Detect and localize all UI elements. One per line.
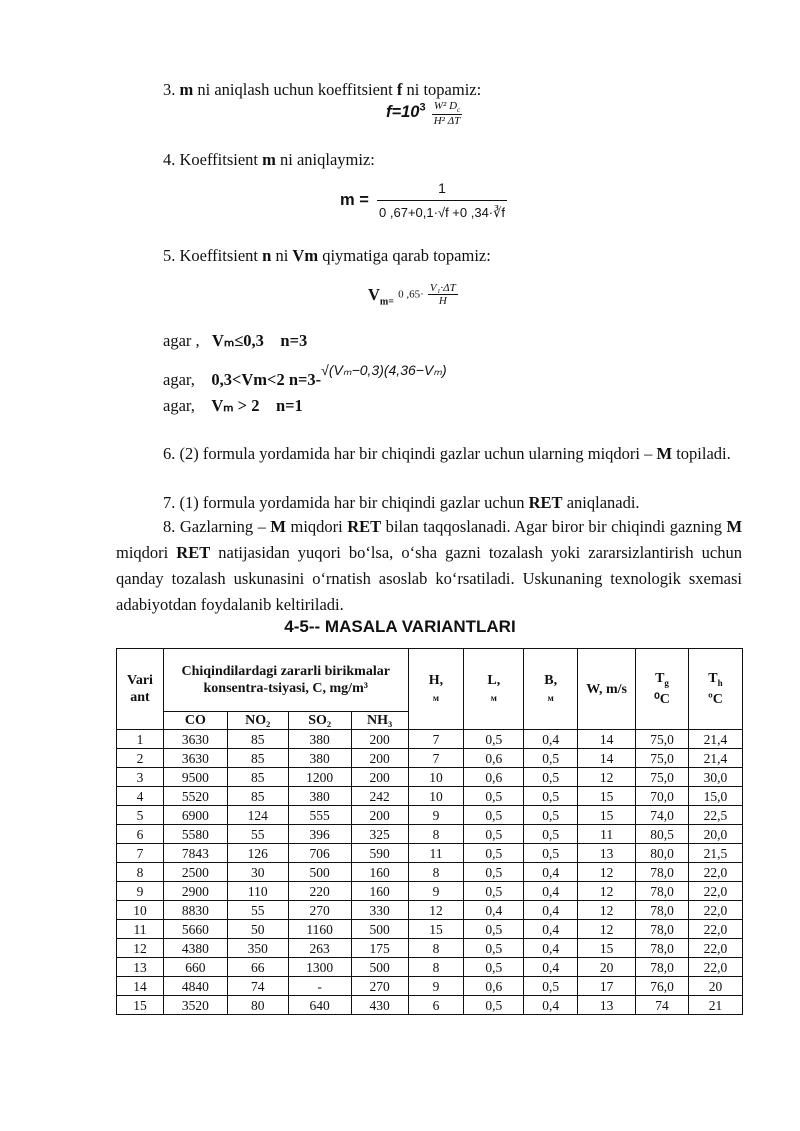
table-cell: 2 (117, 749, 164, 768)
table-cell: 12 (578, 768, 636, 787)
table-cell: 200 (351, 768, 408, 787)
table-cell: 396 (288, 825, 351, 844)
table-cell: 9 (408, 806, 464, 825)
table-cell: 7 (117, 844, 164, 863)
table-cell: 500 (351, 920, 408, 939)
table-row (117, 996, 743, 1015)
header-variant: Vari ant (117, 649, 164, 730)
table-cell: 8 (408, 958, 464, 977)
table-cell: 80 (227, 996, 288, 1015)
table-cell: 70,0 (636, 787, 689, 806)
condition-3: agar, Vₘ > 2 n=1 (163, 396, 303, 415)
table-cell: 160 (351, 882, 408, 901)
table-cell: 640 (288, 996, 351, 1015)
table-cell: 11 (117, 920, 164, 939)
table-cell: 0,4 (524, 939, 578, 958)
header-tg: $T_g$ ⁰C (636, 649, 689, 730)
table-cell: 0,4 (524, 901, 578, 920)
table-cell: 78,0 (636, 901, 689, 920)
table-cell: 30 (227, 863, 288, 882)
table-cell: 4840 (163, 977, 227, 996)
table-cell: 78,0 (636, 882, 689, 901)
table-cell: 7 (408, 749, 464, 768)
table-cell: 7 (408, 730, 464, 749)
table-cell: 78,0 (636, 920, 689, 939)
table-row (117, 730, 743, 749)
formula-m: m = $\frac{1}{0 ,67+0,1\cdot√f +0 ,34\cdot∛f}$ (340, 180, 506, 220)
table-cell: 9 (117, 882, 164, 901)
table-cell: 5580 (163, 825, 227, 844)
table-cell: 21,4 (688, 730, 742, 749)
table-cell: 15 (578, 939, 636, 958)
table-row (117, 901, 743, 920)
table-cell: 17 (578, 977, 636, 996)
header-h: H, м (408, 649, 464, 730)
table-cell: 9500 (163, 768, 227, 787)
table-row (117, 844, 743, 863)
table-row (117, 787, 743, 806)
table-cell: 2500 (163, 863, 227, 882)
table-cell: 75,0 (636, 768, 689, 787)
table-cell: 706 (288, 844, 351, 863)
table-row (117, 939, 743, 958)
table-cell: 85 (227, 768, 288, 787)
paragraph-6: 6. (2) formula yordamida har bir chiqindi gazlar uchun ularning miqdori – M topiladi. (163, 444, 731, 463)
table-cell: 78,0 (636, 958, 689, 977)
table-cell: 10 (408, 768, 464, 787)
table-cell: 1160 (288, 920, 351, 939)
table-cell: 263 (288, 939, 351, 958)
table-cell: 0,5 (464, 844, 524, 863)
table-title: 4-5-- MASALA VARIANTLARI (284, 617, 516, 636)
table-cell: 78,0 (636, 939, 689, 958)
table-cell: 0,5 (464, 825, 524, 844)
table-cell: 55 (227, 901, 288, 920)
table-cell: 20 (688, 977, 742, 996)
table-cell: 270 (288, 901, 351, 920)
table-cell: 3 (117, 768, 164, 787)
paragraph-8: 8. Gazlarning – M miqdori RET bilan taqqoslanadi. Agar biror bir chiqindi gazning M miqdori RET natijasidan yuqori bo‘lsa, o‘sha gazni tozalash yoki zararsizlantirish uchun qanday tozalash uskunasini o‘rnatish asoslab ko‘rsatiladi. Uskunaning texnologik sxemasi adabiyotdan foydalanib keltiriladi. (116, 517, 743, 614)
header-so2: SO₂ (288, 712, 351, 730)
table-cell: 6 (408, 996, 464, 1015)
table-cell: 0,4 (524, 958, 578, 977)
table-cell: 15 (578, 806, 636, 825)
table-cell: 5520 (163, 787, 227, 806)
table-cell: 0,5 (464, 920, 524, 939)
table-cell: 13 (578, 844, 636, 863)
table-cell: - (288, 977, 351, 996)
table-row (117, 806, 743, 825)
table-cell: 200 (351, 806, 408, 825)
table-cell: 0,5 (524, 977, 578, 996)
table-cell: 74 (227, 977, 288, 996)
table-cell: 0,5 (524, 825, 578, 844)
table-cell: 0,4 (464, 901, 524, 920)
table-cell: 0,4 (524, 920, 578, 939)
table-row (117, 920, 743, 939)
header-w: W, m/s (578, 649, 636, 730)
table-cell: 85 (227, 730, 288, 749)
table-cell: 3520 (163, 996, 227, 1015)
table-cell: 0,4 (524, 882, 578, 901)
table-cell: 0,6 (464, 768, 524, 787)
header-no2: NO₂ (227, 712, 288, 730)
table-row (117, 958, 743, 977)
step-5-text: 5. Koeffitsient n ni Vm qiymatiga qarab topamiz: (163, 246, 491, 265)
table-cell: 12 (578, 863, 636, 882)
table-cell: 75,0 (636, 749, 689, 768)
table-cell: 9 (408, 977, 464, 996)
table-cell: 1200 (288, 768, 351, 787)
table-cell: 30,0 (688, 768, 742, 787)
table-cell: 126 (227, 844, 288, 863)
table-cell: 15,0 (688, 787, 742, 806)
header-nh3: NH₃ (351, 712, 408, 730)
table-cell: 85 (227, 749, 288, 768)
table-cell: 11 (578, 825, 636, 844)
table-cell: 80,0 (636, 844, 689, 863)
table-cell: 380 (288, 749, 351, 768)
table-cell: 380 (288, 787, 351, 806)
table-cell: 8 (408, 825, 464, 844)
table-cell: 350 (227, 939, 288, 958)
header-b: B, м (524, 649, 578, 730)
table-cell: 3630 (163, 730, 227, 749)
table-cell: 660 (163, 958, 227, 977)
table-cell: 11 (408, 844, 464, 863)
table-cell: 5 (117, 806, 164, 825)
table-row (117, 768, 743, 787)
table-cell: 0,5 (524, 749, 578, 768)
table-row (117, 825, 743, 844)
table-cell: 22,5 (688, 806, 742, 825)
table-cell: 14 (578, 730, 636, 749)
table-cell: 10 (117, 901, 164, 920)
table-cell: 0,4 (524, 863, 578, 882)
table-cell: 12 (408, 901, 464, 920)
table-cell: 0,6 (464, 749, 524, 768)
table-cell: 380 (288, 730, 351, 749)
table-cell: 12 (117, 939, 164, 958)
step-3-text: 3. m ni aniqlash uchun koeffitsient f ni topamiz: (163, 80, 482, 99)
table-cell: 21,4 (688, 749, 742, 768)
table-cell: 175 (351, 939, 408, 958)
table-cell: 110 (227, 882, 288, 901)
paragraph-7: 7. (1) formula yordamida har bir chiqindi gazlar uchun RET aniqlanadi. (163, 493, 640, 512)
table-cell: 124 (227, 806, 288, 825)
table-cell: 5660 (163, 920, 227, 939)
table-cell: 0,5 (464, 958, 524, 977)
table-cell: 12 (578, 901, 636, 920)
table-cell: 14 (578, 749, 636, 768)
formula-f: $f=10^3$ $\frac{W^2 D_c}{\text{H² ΔT}}$ (386, 100, 461, 128)
table-cell: 22,0 (688, 958, 742, 977)
table-cell: 8 (408, 939, 464, 958)
table-cell: 22,0 (688, 939, 742, 958)
header-l: L, м (464, 649, 524, 730)
table-cell: 13 (117, 958, 164, 977)
table-cell: 0,5 (464, 787, 524, 806)
table-row (117, 749, 743, 768)
table-cell: 15 (408, 920, 464, 939)
table-cell: 78,0 (636, 863, 689, 882)
table-cell: 242 (351, 787, 408, 806)
table-cell: 0,5 (464, 863, 524, 882)
table-cell: 21,5 (688, 844, 742, 863)
table-cell: 2900 (163, 882, 227, 901)
table-cell: 160 (351, 863, 408, 882)
table-cell: 80,5 (636, 825, 689, 844)
table-cell: 1300 (288, 958, 351, 977)
table-cell: 14 (117, 977, 164, 996)
table-cell: 1 (117, 730, 164, 749)
table-cell: 12 (578, 882, 636, 901)
table-cell: 9 (408, 882, 464, 901)
table-cell: 12 (578, 920, 636, 939)
table-cell: 555 (288, 806, 351, 825)
table-cell: 0,5 (524, 806, 578, 825)
table-cell: 74 (636, 996, 689, 1015)
table-cell: 15 (578, 787, 636, 806)
table-cell: 500 (288, 863, 351, 882)
table-cell: 21 (688, 996, 742, 1015)
table-cell: 0,4 (524, 996, 578, 1015)
table-cell: 66 (227, 958, 288, 977)
formula-vm: $V_{m=}$ 0 ,65· $\frac{\text{V₁·ΔT}}{H}$ (368, 282, 456, 307)
table-cell: 0,5 (524, 768, 578, 787)
table-cell: 330 (351, 901, 408, 920)
table-cell: 220 (288, 882, 351, 901)
table-cell: 22,0 (688, 920, 742, 939)
table-cell: 76,0 (636, 977, 689, 996)
table-cell: 13 (578, 996, 636, 1015)
table-cell: 200 (351, 749, 408, 768)
table-cell: 430 (351, 996, 408, 1015)
header-co: CO (163, 712, 227, 730)
table-cell: 6900 (163, 806, 227, 825)
table-cell: 270 (351, 977, 408, 996)
table-cell: 74,0 (636, 806, 689, 825)
table-cell: 10 (408, 787, 464, 806)
condition-2: agar, 0,3<Vm<2 n=3-$^{√(V_m-0,3)(4,36-V_m)}$ (163, 362, 447, 389)
table-cell: 6 (117, 825, 164, 844)
table-cell: 50 (227, 920, 288, 939)
table-cell: 500 (351, 958, 408, 977)
table-cell: 0,4 (524, 730, 578, 749)
table-cell: 8 (408, 863, 464, 882)
table-cell: 4380 (163, 939, 227, 958)
step-4-text: 4. Koeffitsient m ni aniqlaymiz: (163, 150, 375, 169)
table-cell: 22,0 (688, 901, 742, 920)
table-cell: 200 (351, 730, 408, 749)
table-cell: 0,5 (524, 787, 578, 806)
table-cell: 0,5 (464, 806, 524, 825)
table-cell: 20,0 (688, 825, 742, 844)
table-cell: 0,6 (464, 977, 524, 996)
table-cell: 15 (117, 996, 164, 1015)
table-row (117, 977, 743, 996)
table-row (117, 882, 743, 901)
table-cell: 8830 (163, 901, 227, 920)
table-cell: 4 (117, 787, 164, 806)
table-cell: 8 (117, 863, 164, 882)
variants-table (116, 648, 743, 1015)
table-cell: 20 (578, 958, 636, 977)
header-concentration: Chiqindilardagi zararli birikmalar konsentra-tsiyasi, C, mg/m³ (163, 649, 408, 712)
table-cell: 3630 (163, 749, 227, 768)
table-cell: 0,5 (464, 939, 524, 958)
table-row (117, 863, 743, 882)
table-cell: 0,5 (524, 844, 578, 863)
table-cell: 85 (227, 787, 288, 806)
table-cell: 55 (227, 825, 288, 844)
header-th: $T_h$ ºC (688, 649, 742, 730)
table-cell: 0,5 (464, 730, 524, 749)
table-cell: 75,0 (636, 730, 689, 749)
table-cell: 22,0 (688, 863, 742, 882)
table-cell: 325 (351, 825, 408, 844)
table-cell: 22,0 (688, 882, 742, 901)
table-cell: 0,5 (464, 996, 524, 1015)
table-cell: 0,5 (464, 882, 524, 901)
table-cell: 7843 (163, 844, 227, 863)
table-cell: 590 (351, 844, 408, 863)
condition-1: agar , Vₘ≤0,3 n=3 (163, 331, 308, 350)
